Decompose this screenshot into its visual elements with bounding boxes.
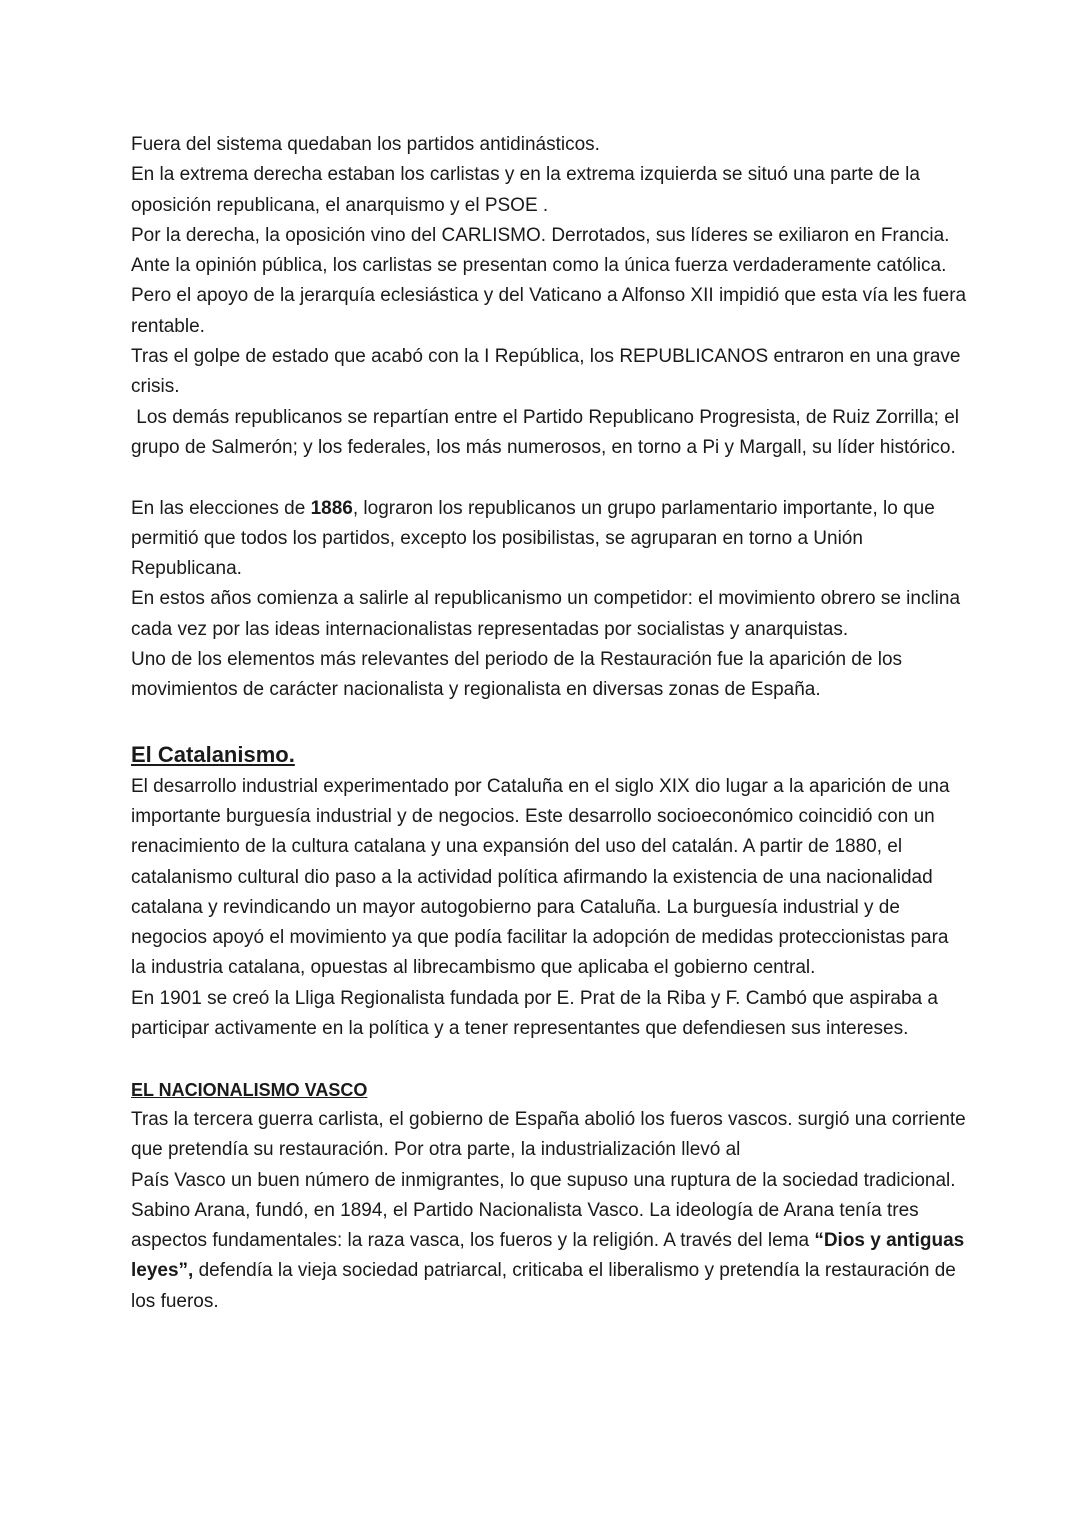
text-line: catalanismo cultural dio paso a la actividad política afirmando la existencia de una nacionalidad xyxy=(131,866,933,888)
text-line xyxy=(131,1226,1011,1256)
text-line: los fueros. xyxy=(131,1290,219,1312)
text-line: Sabino Arana, fundó, en 1894, el Partido Nacionalista Vasco. La ideología de Arana tenía tres xyxy=(131,1199,919,1221)
text-line: Por la derecha, la oposición vino del CARLISMO. Derrotados, sus líderes se exiliaron en Francia. xyxy=(131,224,950,246)
paragraph-gap xyxy=(131,706,1011,738)
paragraph-gap xyxy=(131,463,1011,493)
text-line xyxy=(131,494,1011,524)
text-line: Uno de los elementos más relevantes del periodo de la Restauración fue la aparición de los xyxy=(131,649,903,671)
elections-section xyxy=(131,494,1011,706)
text-line: oposición republicana, el anarquismo y el PSOE . xyxy=(131,194,549,216)
text-line: País Vasco un buen número de inmigrantes, lo que supuso una ruptura de la sociedad tradicional. xyxy=(131,1169,956,1191)
document-page xyxy=(131,130,1011,1317)
text-line: Republicana. xyxy=(131,558,242,580)
text-line: la industria catalana, opuestas al librecambismo que aplicaba el gobierno central. xyxy=(131,957,816,979)
text-run: En las elecciones de xyxy=(131,497,311,519)
intro-section xyxy=(131,130,1011,463)
text-run: defendía la vieja sociedad patriarcal, criticaba el liberalismo y pretendía la restauración de xyxy=(193,1260,956,1282)
text-line: rentable. xyxy=(131,315,205,337)
vasco-section xyxy=(131,1075,1011,1317)
text-line: movimientos de carácter nacionalista y regionalista en diversas zonas de España. xyxy=(131,679,821,701)
text-line: que pretendía su restauración. Por otra parte, la industrialización llevó al xyxy=(131,1139,741,1161)
text-line: Fuera del sistema quedaban los partidos antidinásticos. xyxy=(131,134,600,155)
text-line: negocios apoyó el movimiento ya que podía facilitar la adopción de medidas proteccionistas para xyxy=(131,927,949,949)
text-line: Ante la opinión pública, los carlistas se presentan como la única fuerza verdaderamente católica. xyxy=(131,255,947,277)
text-run: , lograron los republicanos un grupo parlamentario importante, lo que xyxy=(352,497,935,519)
text-line: permitió que todos los partidos, excepto los posibilistas, se agruparan en torno a Unión xyxy=(131,527,863,549)
text-line: participar activamente en la política y a tener representantes que defendiesen sus intereses. xyxy=(131,1018,909,1040)
text-line: importante burguesía industrial y de negocios. Este desarrollo socioeconómico coincidió con un xyxy=(131,805,935,827)
text-line: En 1901 se creó la Lliga Regionalista fundada por E. Prat de la Riba y F. Cambó que aspiraba a xyxy=(131,987,938,1009)
text-line: Tras la tercera guerra carlista, el gobierno de España abolió los fueros vascos. surgió una corriente xyxy=(131,1108,966,1130)
text-line: grupo de Salmerón; y los federales, los más numerosos, en torno a Pi y Margall, su líder histórico. xyxy=(131,436,956,458)
motto-bold: “Dios y antiguas xyxy=(814,1230,965,1252)
text-line: crisis. xyxy=(131,376,180,398)
section-heading: El Catalanismo. xyxy=(131,741,295,767)
text-line: Tras el golpe de estado que acabó con la I República, los REPUBLICANOS entraron en una grave xyxy=(131,346,961,368)
text-line: Pero el apoyo de la jerarquía eclesiástica y del Vaticano a Alfonso XII impidió que esta vía les fuera xyxy=(131,285,967,307)
text-line: El desarrollo industrial experimentado por Cataluña en el siglo XIX dio lugar a la aparición de una xyxy=(131,775,950,797)
text-line: Los demás republicanos se repartían entre el Partido Republicano Progresista, de Ruiz Zorrilla; el xyxy=(131,406,959,428)
section-heading: EL NACIONALISMO VASCO xyxy=(131,1079,368,1100)
text-run: aspectos fundamentales: la raza vasca, los fueros y la religión. A través del lema xyxy=(131,1230,815,1252)
text-line: renacimiento de la cultura catalana y una expansión del uso del catalán. A partir de 1880, el xyxy=(131,836,903,858)
motto-bold: leyes”, xyxy=(131,1260,194,1282)
catalanismo-section xyxy=(131,738,1011,1045)
text-line: En estos años comienza a salirle al republicanismo un competidor: el movimiento obrero se inclina xyxy=(131,588,961,610)
text-line: catalana y revindicando un mayor autogobierno para Cataluña. La burguesía industrial y de xyxy=(131,896,900,918)
text-line: En la extrema derecha estaban los carlistas y en la extrema izquierda se situó una parte de la xyxy=(131,164,920,186)
text-line xyxy=(131,1256,1011,1286)
year-bold: 1886 xyxy=(310,497,353,519)
paragraph-gap xyxy=(131,1044,1011,1074)
text-line: cada vez por las ideas internacionalistas representadas por socialistas y anarquistas. xyxy=(131,618,849,640)
